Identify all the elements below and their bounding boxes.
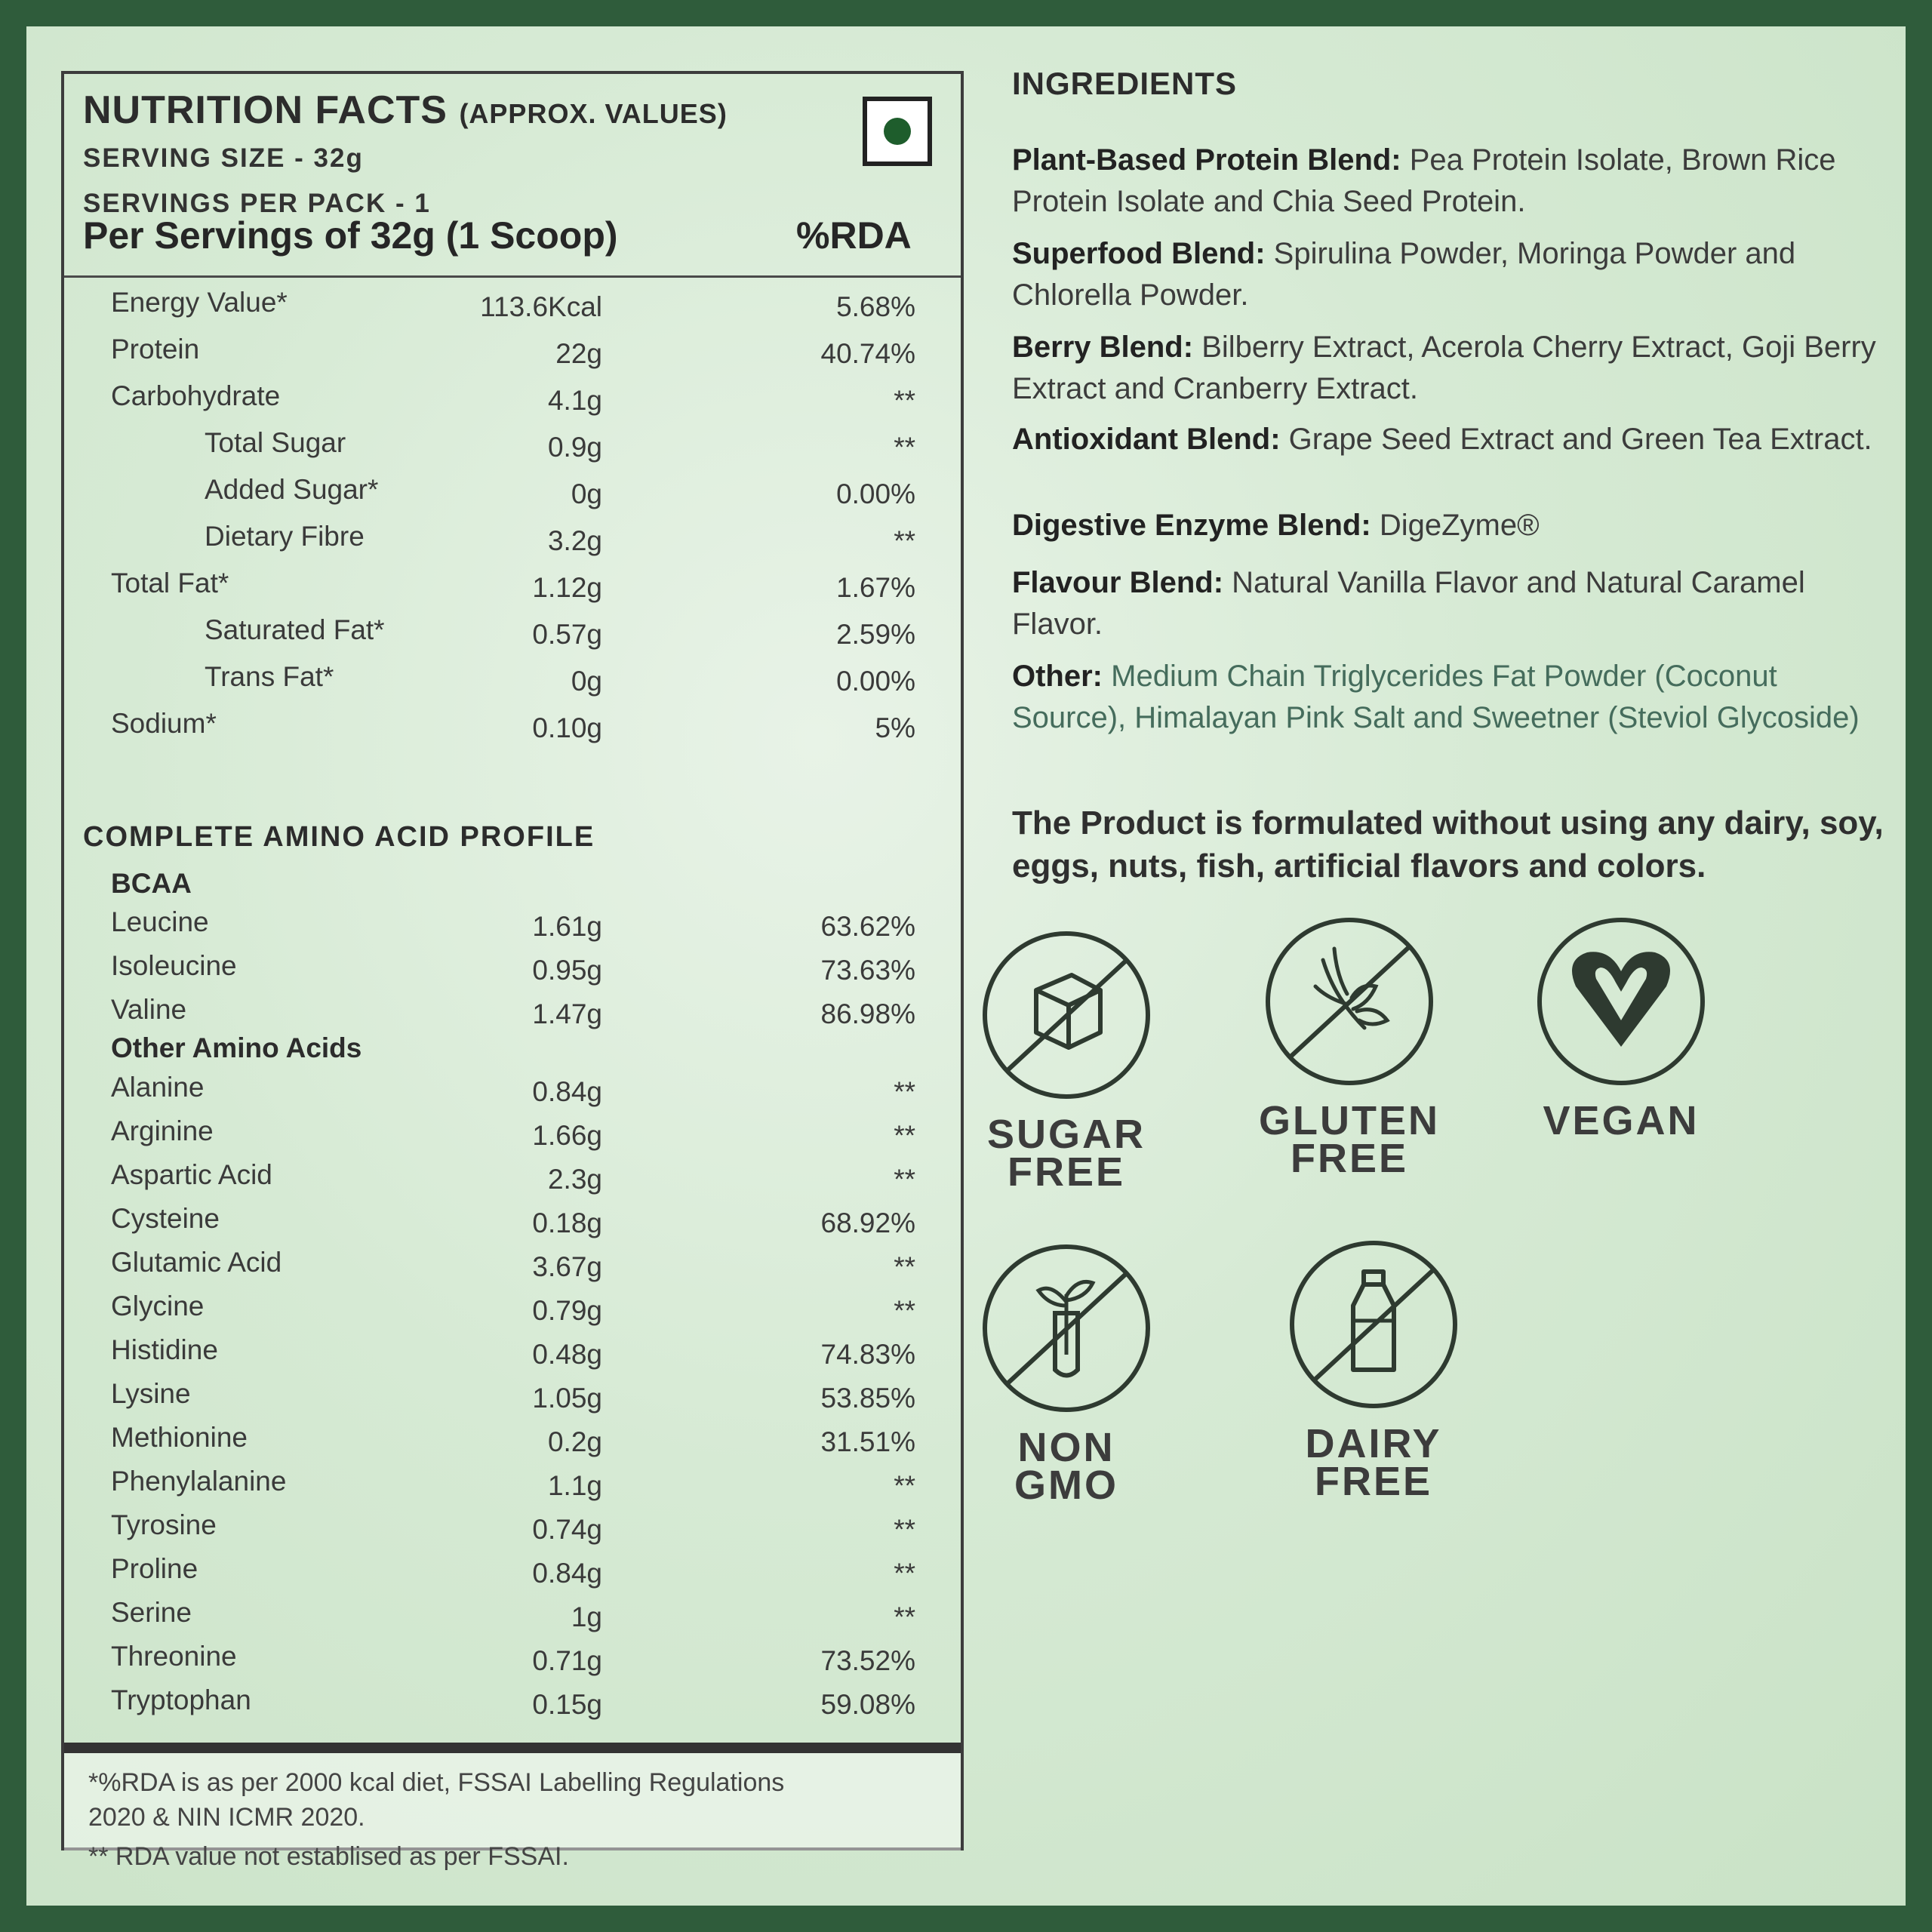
nutrient-amount: 0.74g <box>532 1514 602 1545</box>
nutrient-rda: ** <box>894 1601 915 1632</box>
table-row <box>64 906 961 949</box>
nutrient-rda: 68.92% <box>820 1208 915 1238</box>
nutrient-rda: ** <box>894 1470 915 1501</box>
nutrient-amount: 1.12g <box>532 572 602 603</box>
dairy-free-label-2: FREE <box>1314 1459 1433 1504</box>
table-row <box>64 994 961 1036</box>
table-row <box>64 1466 961 1508</box>
amino-profile-heading: COMPLETE AMINO ACID PROFILE <box>83 821 595 853</box>
ingredients-section <box>1012 66 1895 884</box>
nutrient-amount: 1.47g <box>532 998 602 1029</box>
nutrient-rda: ** <box>894 1295 915 1326</box>
nutrient-rda: ** <box>894 385 915 416</box>
nutrient-amount: 1g <box>571 1601 602 1632</box>
nutrient-name: Tryptophan <box>111 1684 251 1715</box>
nutrient-name: Phenylalanine <box>111 1466 287 1497</box>
ingredient-item <box>1012 233 1895 316</box>
nutrient-name: Carbohydrate <box>111 380 281 411</box>
sugar-free-badge <box>976 928 1157 1195</box>
nutrient-amount: 3.67g <box>532 1251 602 1282</box>
non-gmo-label-1: NON <box>1017 1425 1115 1470</box>
nutrient-rda: 59.08% <box>820 1689 915 1720</box>
table-row <box>64 1378 961 1420</box>
milk-bottle-icon <box>1287 1238 1460 1411</box>
nutrient-name: Lysine <box>111 1378 191 1409</box>
serving-size: SERVING SIZE - 32g <box>83 143 364 173</box>
ingredient-item <box>1012 656 1895 739</box>
nutrient-amount: 0g <box>571 478 602 509</box>
nutrient-name: Methionine <box>111 1422 248 1453</box>
nutrient-rda: 5% <box>875 712 915 743</box>
ingredient-text: DigeZyme® <box>1379 509 1540 542</box>
nutrient-name: Added Sugar* <box>205 474 379 505</box>
footnote-rda-cont: 2020 & NIN ICMR 2020. <box>88 1803 365 1832</box>
nutrient-name: Arginine <box>111 1115 214 1146</box>
nutrient-amount: 0.84g <box>532 1558 602 1589</box>
nutrient-name: Threonine <box>111 1641 237 1672</box>
vegan-badge <box>1531 915 1712 1143</box>
nutrient-amount: 0.95g <box>532 955 602 986</box>
nutrient-amount: 0.15g <box>532 1689 602 1720</box>
nutrient-name: Glutamic Acid <box>111 1247 282 1278</box>
nutrient-name: Saturated Fat* <box>205 614 385 645</box>
table-row <box>64 1422 961 1464</box>
nutrient-amount: 22g <box>555 338 602 369</box>
nutrient-name: Alanine <box>111 1072 205 1103</box>
nutrient-rda: ** <box>894 525 915 556</box>
ingredients-title: INGREDIENTS <box>1012 66 1238 101</box>
footnotes <box>64 1743 961 1850</box>
nutrient-amount: 4.1g <box>547 385 602 416</box>
ingredient-text: Spirulina Powder, Moringa Powder and Chlorella Powder. <box>1012 237 1796 312</box>
nutrient-rda: ** <box>894 1164 915 1195</box>
table-row <box>64 1684 961 1727</box>
nutrient-rda: 1.67% <box>836 572 915 603</box>
nutrient-amount: 1.1g <box>547 1470 602 1501</box>
nutrient-rda: ** <box>894 1076 915 1107</box>
ingredient-label: Digestive Enzyme Blend: <box>1012 509 1371 542</box>
nutrient-name: Glycine <box>111 1291 205 1321</box>
free-from-claim: The Product is formulated without using any dairy, soy, eggs, nuts, fish, artificial flavors and colors. <box>1012 804 1884 884</box>
per-serving-heading: Per Servings of 32g (1 Scoop) <box>83 214 618 257</box>
table-row <box>64 950 961 992</box>
nutrient-rda: 0.00% <box>836 666 915 697</box>
table-row <box>64 380 961 423</box>
ingredient-item <box>1012 140 1895 223</box>
table-row <box>64 474 961 516</box>
nutrient-amount: 1.66g <box>532 1120 602 1151</box>
nutrient-amount: 3.2g <box>547 525 602 556</box>
servings-per-pack: SERVINGS PER PACK - 1 <box>83 189 431 218</box>
table-row <box>64 1247 961 1289</box>
nutrient-rda: ** <box>894 1514 915 1545</box>
nutrient-name: Tyrosine <box>111 1509 217 1540</box>
table-row <box>64 521 961 563</box>
nutrient-amount: 0.71g <box>532 1645 602 1676</box>
nutrient-name: Leucine <box>111 906 209 937</box>
ingredient-text: Pea Protein Isolate, Brown Rice Protein Isolate and Chia Seed Protein. <box>1012 143 1836 218</box>
nutrient-amount: 113.6Kcal <box>480 291 602 322</box>
dairy-free-badge <box>1283 1238 1464 1504</box>
table-row <box>64 334 961 376</box>
table-row <box>64 1334 961 1377</box>
table-row <box>64 1203 961 1245</box>
ingredient-label: Other: <box>1012 660 1103 693</box>
gluten-free-badge <box>1259 915 1440 1181</box>
ingredient-item <box>1012 327 1895 410</box>
table-row <box>64 1509 961 1552</box>
table-row <box>64 1597 961 1639</box>
nutrient-rda: 40.74% <box>820 338 915 369</box>
ingredient-label: Flavour Blend: <box>1012 566 1224 599</box>
table-row <box>64 708 961 750</box>
rda-heading: %RDA <box>796 214 912 257</box>
sugar-free-label-1: SUGAR <box>986 1112 1146 1157</box>
wheat-icon <box>1263 915 1436 1088</box>
non-gmo-badge <box>976 1241 1157 1508</box>
nutrient-rda: 73.63% <box>820 955 915 986</box>
vegetarian-mark-icon <box>863 97 932 166</box>
table-row <box>64 427 961 469</box>
nutrient-name: Trans Fat* <box>205 661 334 692</box>
ingredient-item <box>1012 419 1895 460</box>
nutrient-amount: 0.18g <box>532 1208 602 1238</box>
nutrient-amount: 0.48g <box>532 1339 602 1370</box>
plant-test-tube-icon <box>980 1241 1153 1415</box>
non-gmo-label-2: GMO <box>1014 1463 1118 1508</box>
nutrient-name: Protein <box>111 334 200 365</box>
nutrient-rda: 2.59% <box>836 619 915 650</box>
ingredient-label: Plant-Based Protein Blend: <box>1012 143 1401 177</box>
ingredient-label: Berry Blend: <box>1012 331 1194 364</box>
nutrient-name: Proline <box>111 1553 198 1584</box>
nutrient-rda: 86.98% <box>820 998 915 1029</box>
table-row <box>64 1553 961 1595</box>
ingredient-text: Bilberry Extract, Acerola Cherry Extract, Goji Berry Extract and Cranberry Extract. <box>1012 331 1876 405</box>
approx-note: (APPROX. VALUES) <box>459 98 728 129</box>
table-row <box>64 287 961 329</box>
nutrient-amount: 1.61g <box>532 911 602 942</box>
table-row <box>64 1072 961 1114</box>
dairy-free-label-1: DAIRY <box>1305 1421 1442 1466</box>
nutrient-rda: ** <box>894 1558 915 1589</box>
nutrient-name: Total Sugar <box>205 427 346 458</box>
label-panel <box>26 26 1906 1906</box>
nutrition-title <box>83 88 728 133</box>
ingredient-label: Antioxidant Blend: <box>1012 423 1281 456</box>
ingredient-item <box>1012 505 1895 546</box>
nutrient-amount: 1.05g <box>532 1383 602 1414</box>
table-row <box>64 1115 961 1158</box>
footnote-not-established: ** RDA value not establised as per FSSAI. <box>88 1842 569 1871</box>
other-amino-heading: Other Amino Acids <box>111 1032 362 1063</box>
nutrient-name: Isoleucine <box>111 950 237 981</box>
table-row <box>64 1159 961 1201</box>
nutrient-rda: ** <box>894 1251 915 1282</box>
nutrient-rda: 0.00% <box>836 478 915 509</box>
nutrient-rda: 63.62% <box>820 911 915 942</box>
nutrient-amount: 0.2g <box>547 1426 602 1457</box>
nutrient-amount: 2.3g <box>547 1164 602 1195</box>
nutrient-name: Serine <box>111 1597 192 1628</box>
table-row <box>64 1641 961 1683</box>
vegan-heart-icon <box>1534 915 1708 1088</box>
vegan-label: VEGAN <box>1543 1098 1700 1143</box>
nutrient-amount: 0g <box>571 666 602 697</box>
gluten-free-label-1: GLUTEN <box>1259 1098 1440 1143</box>
nutrient-name: Histidine <box>111 1334 218 1365</box>
nutrient-amount: 0.10g <box>532 712 602 743</box>
footnote-rda: *%RDA is as per 2000 kcal diet, FSSAI Labelling Regulations <box>88 1768 785 1797</box>
nutrition-title-text: NUTRITION FACTS <box>83 88 448 132</box>
nutrient-rda: ** <box>894 1120 915 1151</box>
bcaa-heading: BCAA <box>111 868 192 899</box>
nutrient-name: Aspartic Acid <box>111 1159 272 1190</box>
table-row <box>64 568 961 610</box>
nutrient-name: Valine <box>111 994 187 1025</box>
ingredient-text: Natural Vanilla Flavor and Natural Caramel Flavor. <box>1012 566 1805 641</box>
nutrient-amount: 0.79g <box>532 1295 602 1326</box>
nutrient-name: Energy Value* <box>111 287 288 318</box>
nutrient-name: Dietary Fibre <box>205 521 365 552</box>
ingredient-item <box>1012 562 1895 645</box>
nutrition-header <box>64 74 961 278</box>
table-row <box>64 614 961 657</box>
nutrient-rda: 31.51% <box>820 1426 915 1457</box>
ingredient-text: Medium Chain Triglycerides Fat Powder (Coconut Source), Himalayan Pink Salt and Sweetner (Steviol Glycoside) <box>1012 660 1860 734</box>
table-row <box>64 661 961 703</box>
sugar-cube-icon <box>980 928 1153 1102</box>
nutrient-amount: 0.57g <box>532 619 602 650</box>
nutrient-amount: 0.9g <box>547 432 602 463</box>
nutrient-name: Total Fat* <box>111 568 229 598</box>
nutrient-rda: ** <box>894 432 915 463</box>
nutrient-rda: 53.85% <box>820 1383 915 1414</box>
gluten-free-label-2: FREE <box>1290 1136 1409 1181</box>
ingredient-text: Grape Seed Extract and Green Tea Extract. <box>1288 423 1872 456</box>
ingredient-label: Superfood Blend: <box>1012 237 1266 270</box>
nutrition-facts-table <box>61 71 964 1871</box>
nutrient-name: Cysteine <box>111 1203 220 1234</box>
nutrient-amount: 0.84g <box>532 1076 602 1107</box>
nutrient-rda: 74.83% <box>820 1339 915 1370</box>
table-row <box>64 1291 961 1333</box>
sugar-free-label-2: FREE <box>1007 1149 1126 1195</box>
nutrient-name: Sodium* <box>111 708 217 739</box>
nutrient-rda: 73.52% <box>820 1645 915 1676</box>
nutrient-rda: 5.68% <box>836 291 915 322</box>
